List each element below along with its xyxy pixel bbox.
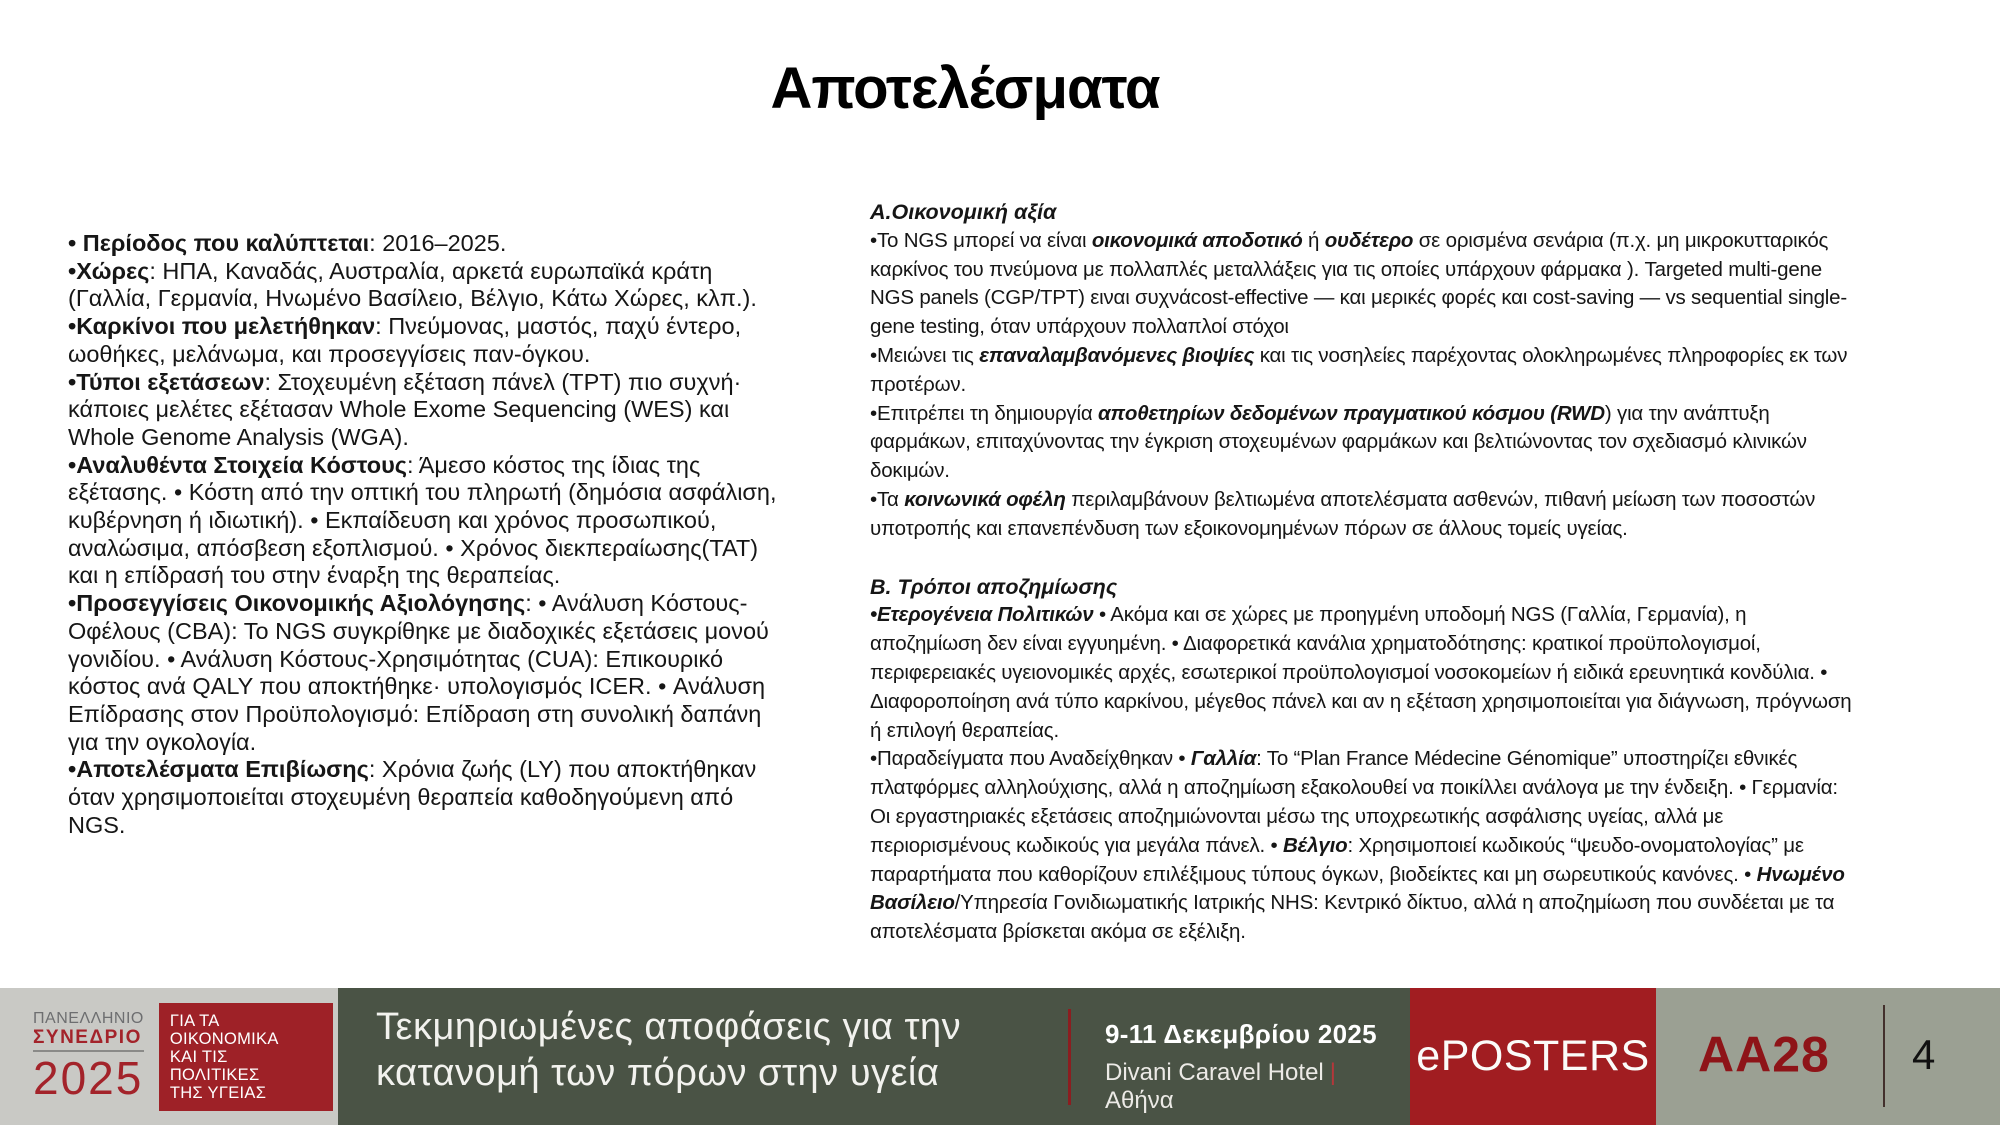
section-a-paragraph: •Επιτρέπει τη δημιουργία αποθετηρίων δεδομένων πραγματικού κόσμου (RWD) για την ανάπτυξη φαρμάκων, επιταχύνοντας την έγκριση στοχευμένων φαρμάκων και βελτιώνοντας τον σχεδιασμό κλινικών δοκιμών.	[870, 401, 1807, 483]
event-city: Αθήνα	[1105, 1087, 1174, 1114]
poster-code: AA28	[1698, 1026, 1830, 1083]
left-bullet-period: • Περίοδος που καλύπτεται: 2016–2025.	[68, 230, 507, 256]
left-bullet-test-types: •Τύποι εξετάσεων: Στοχευμένη εξέταση πάνελ (TPT) πιο συχνή· κάποιες μελέτες εξέτασαν Whole Exome Sequencing (WES) και Whole Genome Analysis (WGA).	[68, 368, 742, 450]
left-bullet-countries: •Χώρες: ΗΠΑ, Καναδάς, Αυστραλία, αρκετά ευρωπαϊκά κράτη (Γαλλία, Γερμανία, Ηνωμένο Βασίλειο, Βέλγιο, Κάτω Χώρες, κλπ.).	[68, 257, 757, 312]
section-a-heading: Α.Οικονομική αξία	[870, 200, 1057, 224]
logo-tagline-line: ΤΗΣ ΥΓΕΙΑΣ	[169, 1083, 267, 1102]
left-bullet-economic-approaches: •Προσεγγίσεις Οικονομικής Αξιολόγησης: • Ανάλυση Κόστους-Οφέλους (CBA): Το NGS συγκρίθηκε με διαδοχικές εξετάσεις μονού γονιδίου. • Ανάλυση Κόστους-Χρησιμότητας (CUA): Επικουρικό κόστος ανά QALY που αποκτήθηκε· υπολογισμός ICER. • Ανάλυση Επίδρασης στον Προϋπολογισμό: Επίδραση στη συνολική δαπάνη για την ογκολογία.	[68, 590, 769, 755]
section-b-paragraph: •Παραδείγματα που Αναδείχθηκαν • Γαλλία: Το “Plan France Médecine Génomique” υποστηρίζει εθνικές πλατφόρμες αλληλούχισης, αλλά η αποζημίωση εξακολουθεί να ποικίλλει ανάλογα με την ένδειξη. • Γερμανία: Οι εργαστηριακές εξετάσεις αποζημιώνονται μέσω της υποχρεωτικής ασφάλισης υγείας, αλλά με περιορισμένους κωδικούς για μεγάλα πάνελ. • Βέλγιο: Χρησιμοποιεί κωδικούς “ψευδο-ονοματολογίας” με παραρτήματα που καθορίζουν επιλέξιμους τύπους όγκων, βιοδείκτες και μη σωρευτικούς κανόνες. • Ηνωμένο Βασίλειο/Υπηρεσία Γονιδιωματικής Ιατρικής NHS: Κεντρικό δίκτυο, αλλά η αποζημίωση που συνδέεται με τα αποτελέσματα βρίσκεται ακόμα σε εξέλιξη.	[870, 747, 1845, 944]
footer-dark-divider	[1883, 1005, 1885, 1107]
logo-tagline-line: ΚΑΙ ΤΙΣ ΠΟΛΙΤΙΚΕΣ	[169, 1047, 260, 1084]
page-number: 4	[1912, 1030, 1936, 1078]
eposters-label: ePOSTERS	[1416, 1032, 1650, 1080]
right-column	[870, 198, 1862, 947]
logo-line-panellinio: ΠΑΝΕΛΛΗΝΙΟ	[33, 1009, 144, 1027]
congress-title-section	[338, 988, 1410, 1125]
logo-tagline-line: ΓΙΑ ΤΑ ΟΙΚΟΝΟΜΙΚΑ	[169, 1011, 279, 1048]
event-venue-line	[1105, 1059, 1410, 1115]
section-b-paragraph: •Ετερογένεια Πολιτικών • Ακόμα και σε χώρες με προηγμένη υποδομή NGS (Γαλλία, Γερμανία), η αποζημίωση δεν είναι εγγυημένη. • Διαφορετικά κανάλια χρηματοδότησης: κρατικοί προϋπολογισμοί, περιφερειακές υγειονομικές αρχές, εσωτερικοί προϋπολογισμοί νοσοκομείων ή ειδικά ερευνητικά κονδύλια. • Διαφοροποίηση ανά τύπο καρκίνου, μέγεθος πάνελ και αν η εξέταση χρησιμοποιείται για διάγνωση, πρόγνωση ή επιλογή θεραπείας.	[870, 603, 1852, 742]
congress-title-line: Τεκμηριωμένες αποφάσεις για την	[376, 1006, 962, 1048]
logo-year: 2025	[33, 1051, 144, 1104]
congress-title-line: κατανομή των πόρων στην υγεία	[376, 1052, 940, 1094]
left-column	[68, 230, 780, 839]
section-a-paragraph: •Μειώνει τις επαναλαμβανόμενες βιοψίες και τις νοσηλείες παρέχοντας ολοκληρωμένες πληροφορίες εκ των προτέρων.	[870, 343, 1848, 396]
poster-id-section	[1656, 988, 2000, 1125]
congress-logo-section	[0, 988, 338, 1125]
section-a-paragraph: •Τα κοινωνικά οφέλη περιλαμβάνουν βελτιωμένα αποτελέσματα ασθενών, πιθανή μείωση των ποσοστών υποτροπής και επανεπένδυση των εξοικονομημένων πόρων σε άλλους τομείς υγείας.	[870, 487, 1816, 540]
eposters-section	[1410, 988, 1656, 1125]
logo-tagline-box	[159, 1003, 333, 1111]
event-date: 9-11 Δεκεμβρίου 2025	[1105, 1019, 1377, 1049]
page-title: Αποτελέσματα	[770, 56, 1160, 121]
venue-separator: |	[1329, 1059, 1336, 1086]
event-venue: Divani Caravel Hotel	[1105, 1059, 1324, 1086]
left-bullet-survival-outcomes: •Αποτελέσματα Επιβίωσης: Χρόνια ζωής (LY) που αποκτήθηκαν όταν χρησιμοποιείται στοχευμένη θεραπεία καθοδηγούμενη από NGS.	[68, 756, 757, 838]
footer-banner	[0, 988, 2000, 1125]
left-bullet-cost-elements: •Αναλυθέντα Στοιχεία Κόστους: Άμεσο κόστος της ίδιας της εξέτασης. • Κόστη από την οπτική του πληρωτή (δημόσια ασφάλιση, κυβέρνηση ή ιδιωτική). • Εκπαίδευση και χρόνος προσωπικού, αναλώσιμα, απόσβεση εξοπλισμού. • Χρόνος διεκπεραίωσης(TAT) και η επίδρασή του στην έναρξη της θεραπείας.	[68, 451, 777, 589]
section-b-heading: Β. Τρόποι αποζημίωσης	[870, 574, 1118, 599]
event-details	[1105, 1019, 1410, 1115]
logo-line-synedrio: ΣΥΝΕΔΡΙΟ	[33, 1028, 144, 1052]
congress-title	[376, 1004, 961, 1096]
footer-red-divider	[1068, 1009, 1071, 1105]
section-a-paragraph: •Το NGS μπορεί να είναι οικονομικά αποδοτικό ή ουδέτερο σε ορισμένα σενάρια (π.χ. μη μικροκυτταρικός καρκίνος του πνεύμονα με πολλαπλές μεταλλάξεις για τις οποίες υπάρχουν φάρμακα ). Targeted multi-gene NGS panels (CGP/TPT) ειναι συχνάcost-effective — και μερικές φορές και cost-saving — vs sequential single-gene testing, όταν υπάρχουν πολλαπλοί στόχοι	[870, 228, 1847, 339]
congress-logo	[33, 1011, 144, 1102]
left-bullet-cancers: •Καρκίνοι που μελετήθηκαν: Πνεύμονας, μαστός, παχύ έντερο, ωοθήκες, μελάνωμα, και προσεγγίσεις παν-όγκου.	[68, 313, 742, 367]
